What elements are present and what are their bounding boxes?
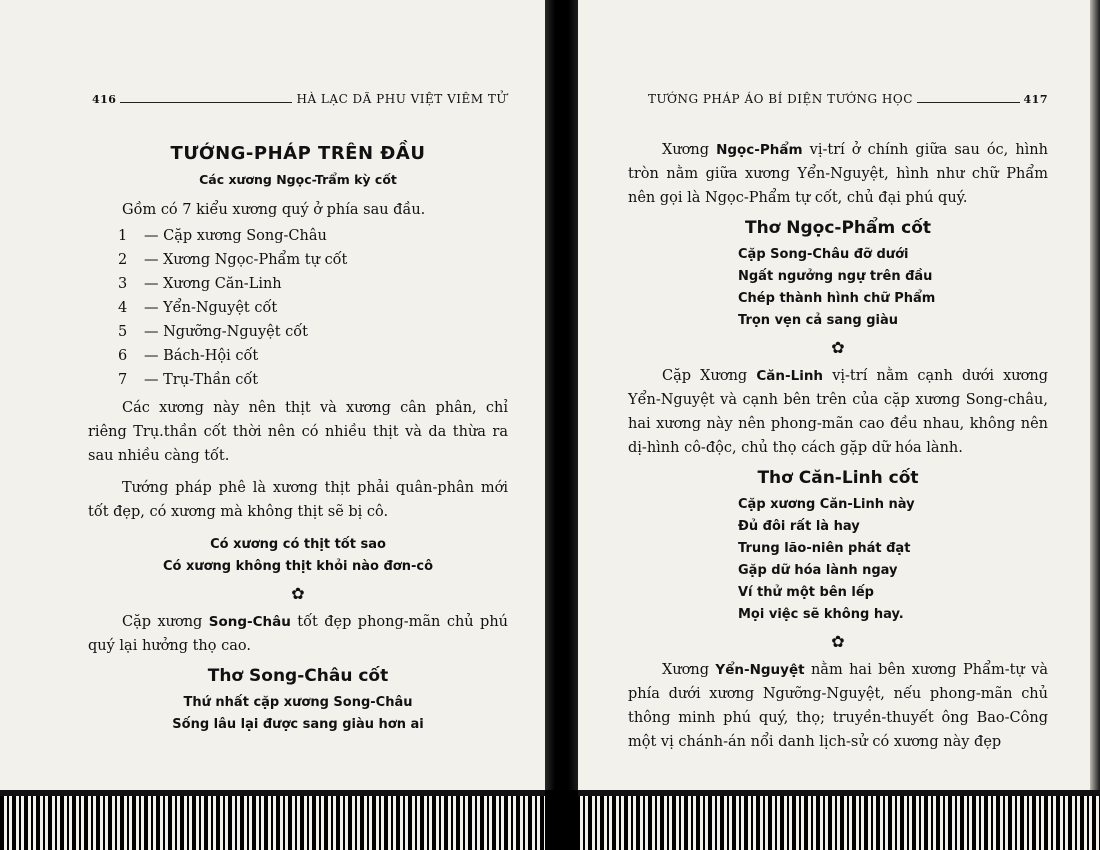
verse-line: Mọi việc sẽ không hay. [738,607,904,622]
key-term: Căn-Linh [756,368,824,384]
scan-edge-stripes [0,790,1100,850]
right-page-content [628,138,1048,754]
header-rule [120,102,292,103]
verse-line: Cặp Song-Châu đỡ dưới [738,247,909,262]
bone-list [118,224,508,392]
verse-line: Đủ đôi rất là hay [738,519,860,534]
left-page [0,0,545,790]
paragraph: Tướng pháp phê là xương thịt phải quân-phân mới tốt đẹp, có xương mà không thịt sẽ bị cô. [88,480,508,520]
ornament-icon: ✿ [291,584,305,603]
left-page-header [92,92,507,106]
list-item: 4 — Yển-Nguyệt cốt [118,300,278,316]
ornament-icon: ✿ [831,632,845,651]
verse-line: Cặp xương Căn-Linh này [738,497,915,512]
left-page-content [88,138,508,740]
right-header-title: TƯỚNG PHÁP ÁO BÍ DIỆN TƯỚNG HỌC [648,92,913,106]
poem-title: Thơ Song-Châu cốt [207,666,389,686]
verse-line: Ví thử một bên lếp [738,585,874,600]
list-item: 1 — Cặp xương Song-Châu [118,228,327,244]
verse-line: Sống lâu lại được sang giàu hơn ai [172,717,424,732]
right-page-header [648,92,1048,106]
right-page-number: 417 [1023,93,1048,106]
list-item: 3 — Xương Căn-Linh [118,276,282,292]
left-header-title: HÀ LẠC DÃ PHU VIỆT VIÊM TỬ [296,92,507,106]
paragraph: Xương Ngọc-Phẩm vị-trí ở chính giữa sau óc, hình tròn nằm giữa xương Yển-Nguyệt, hình như chữ Phẩm nên gọi là Ngọc-Phẩm tự cốt, chủ đại phú quý. [628,142,1048,206]
section-title: TƯỚNG-PHÁP TRÊN ĐẦU [170,143,426,164]
verse-line: Có xương có thịt tốt sao [210,537,386,552]
key-term: Song-Châu [208,614,291,630]
verse-line: Có xương không thịt khỏi nào đơn-cô [162,559,434,574]
verse-line: Thứ nhất cặp xương Song-Châu [183,695,413,710]
section-subtitle: Các xương Ngọc-Trẩm kỳ cốt [199,172,397,187]
poem-block [628,494,1048,626]
paragraph: Cặp xương Song-Châu tốt đẹp phong-mãn chủ phú quý lại hưởng thọ cao. [88,614,508,654]
poem-block [628,244,1048,332]
intro-text: Gồm có 7 kiểu xương quý ở phía sau đầu. [122,202,426,218]
verse-line: Ngất ngưởng ngự trên đầu [738,269,933,284]
list-item: 6 — Bách-Hội cốt [118,348,259,364]
list-item: 7 — Trụ-Thần cốt [118,372,259,388]
paragraph: Các xương này nên thịt và xương cân phân, chỉ riêng Trụ.thần cốt thời nên có nhiều thịt và da thừa ra sau nhiều càng tốt. [88,400,508,464]
key-term: Yển-Nguyệt [715,662,805,678]
book-gutter [545,0,578,790]
page-edge [1090,0,1100,790]
list-item: 2 — Xương Ngọc-Phẩm tự cốt [118,252,348,268]
verse-line: Trung lão-niên phát đạt [738,541,911,556]
key-term: Ngọc-Phẩm [716,142,803,158]
paragraph: Xương Yển-Nguyệt nằm hai bên xương Phẩm-tự và phía dưới xương Ngưỡng-Nguyệt, nếu phong-mãn chủ thông minh phú quý, thọ; truyền-thuyết ông Bao-Công một vị chánh-án nổi danh lịch-sử có xương này đẹp [628,662,1048,750]
poem-title: Thơ Căn-Linh cốt [757,468,919,488]
poem-title: Thơ Ngọc-Phẩm cốt [744,218,932,238]
verse-line: Gặp dữ hóa lành ngay [738,563,898,578]
verse-line: Chép thành hình chữ Phẩm [738,291,936,306]
poem-block [88,692,508,736]
header-rule [917,102,1020,103]
right-page [578,0,1100,790]
verse-block [88,534,508,578]
left-page-number: 416 [92,93,117,106]
list-item: 5 — Ngưỡng-Nguyệt cốt [118,324,309,340]
paragraph: Cặp Xương Căn-Linh vị-trí nằm cạnh dưới xương Yển-Nguyệt và cạnh bên trên của cặp xương Song-châu, hai xương này nên phong-mãn cao đều nhau, không nên dị-hình cô-độc, chủ thọ cách gặp dữ hóa lành. [628,368,1048,456]
ornament-icon: ✿ [831,338,845,357]
verse-line: Trọn vẹn cả sang giàu [738,313,899,328]
